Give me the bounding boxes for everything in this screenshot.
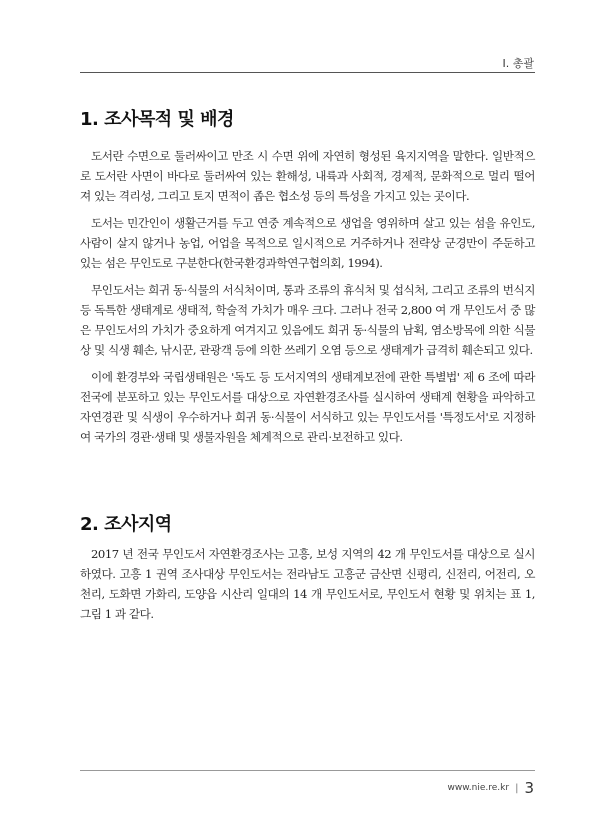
paragraph: 이에 환경부와 국립생태원은 '독도 등 도서지역의 생태계보전에 관한 특별법' 제 6 조에 따라 전국에 분포하고 있는 무인도서를 대상으로 자연환경조사를 실시하여 생태계 현황을 파악하고 자연경관 및 식생이 우수하거나 희귀 동·식물이 서식하고 있는 무인도서를 '특정도서'로 지정하여 국가의 경관·생태 및 생물자원을 체계적으로 관리·보전하고 있다. (80, 370, 535, 444)
footer-separator: | (515, 782, 519, 794)
footer-url: www.nie.re.kr (447, 783, 510, 793)
page-footer (448, 779, 534, 797)
paragraph: 도서는 민간인이 생활근거를 두고 연중 계속적으로 생업을 영위하며 살고 있는 섬을 유인도, 사람이 살지 않거나 농업, 어업을 목적으로 일시적으로 거주하거나 전략상 군경만이 주둔하고 있는 섬은 무인도로 구분한다(한국환경과학연구협의회, 1994). (80, 216, 535, 270)
section-heading-survey-area: 2. 조사지역 (80, 514, 172, 535)
section-survey-area-body (80, 544, 535, 631)
page-number: 3 (524, 779, 534, 797)
paragraph: 도서란 수면으로 둘러싸이고 만조 시 수면 위에 자연히 형성된 육지지역을 말한다. 일반적으로 도서란 사면이 바다로 둘러싸여 있는 환해성, 내륙과 사회적, 경제적, 문화적으로 멀리 떨어져 있는 격리성, 그리고 토지 면적이 좁은 협소성 등의 특성을 가지고 있는 곳이다. (80, 149, 535, 203)
paragraph: 2017 년 전국 무인도서 자연환경조사는 고흥, 보성 지역의 42 개 무인도서를 대상으로 실시하였다. 고흥 1 권역 조사대상 무인도서는 전라남도 고흥군 금산면 신평리, 신전리, 어전리, 오천리, 도화면 가화리, 도양읍 시산리 일대의 14 개 무인도서로, 무인도서 현황 및 위치는 표 1, 그림 1 과 같다. (80, 547, 535, 621)
footer-rule (80, 770, 535, 771)
section-purpose-body (80, 146, 535, 454)
header-rule (80, 72, 535, 73)
running-header-title: Ⅰ. 총괄 (502, 57, 534, 70)
section-heading-purpose: 1. 조사목적 및 배경 (80, 109, 234, 130)
paragraph: 무인도서는 희귀 동·식물의 서식처이며, 통과 조류의 휴식처 및 섭식처, 그리고 조류의 번식지 등 독특한 생태계로 생태적, 학술적 가치가 매우 크다. 그러나 전국 2,800 여 개 무인도서 중 많은 무인도서의 가치가 중요하게 여겨지고 있음에도 희귀 동·식물의 남획, 염소방목에 의한 식물상 및 식생 훼손, 낚시꾼, 관광객 등에 의한 쓰레기 오염 등으로 생태계가 급격히 훼손되고 있다. (80, 283, 535, 357)
